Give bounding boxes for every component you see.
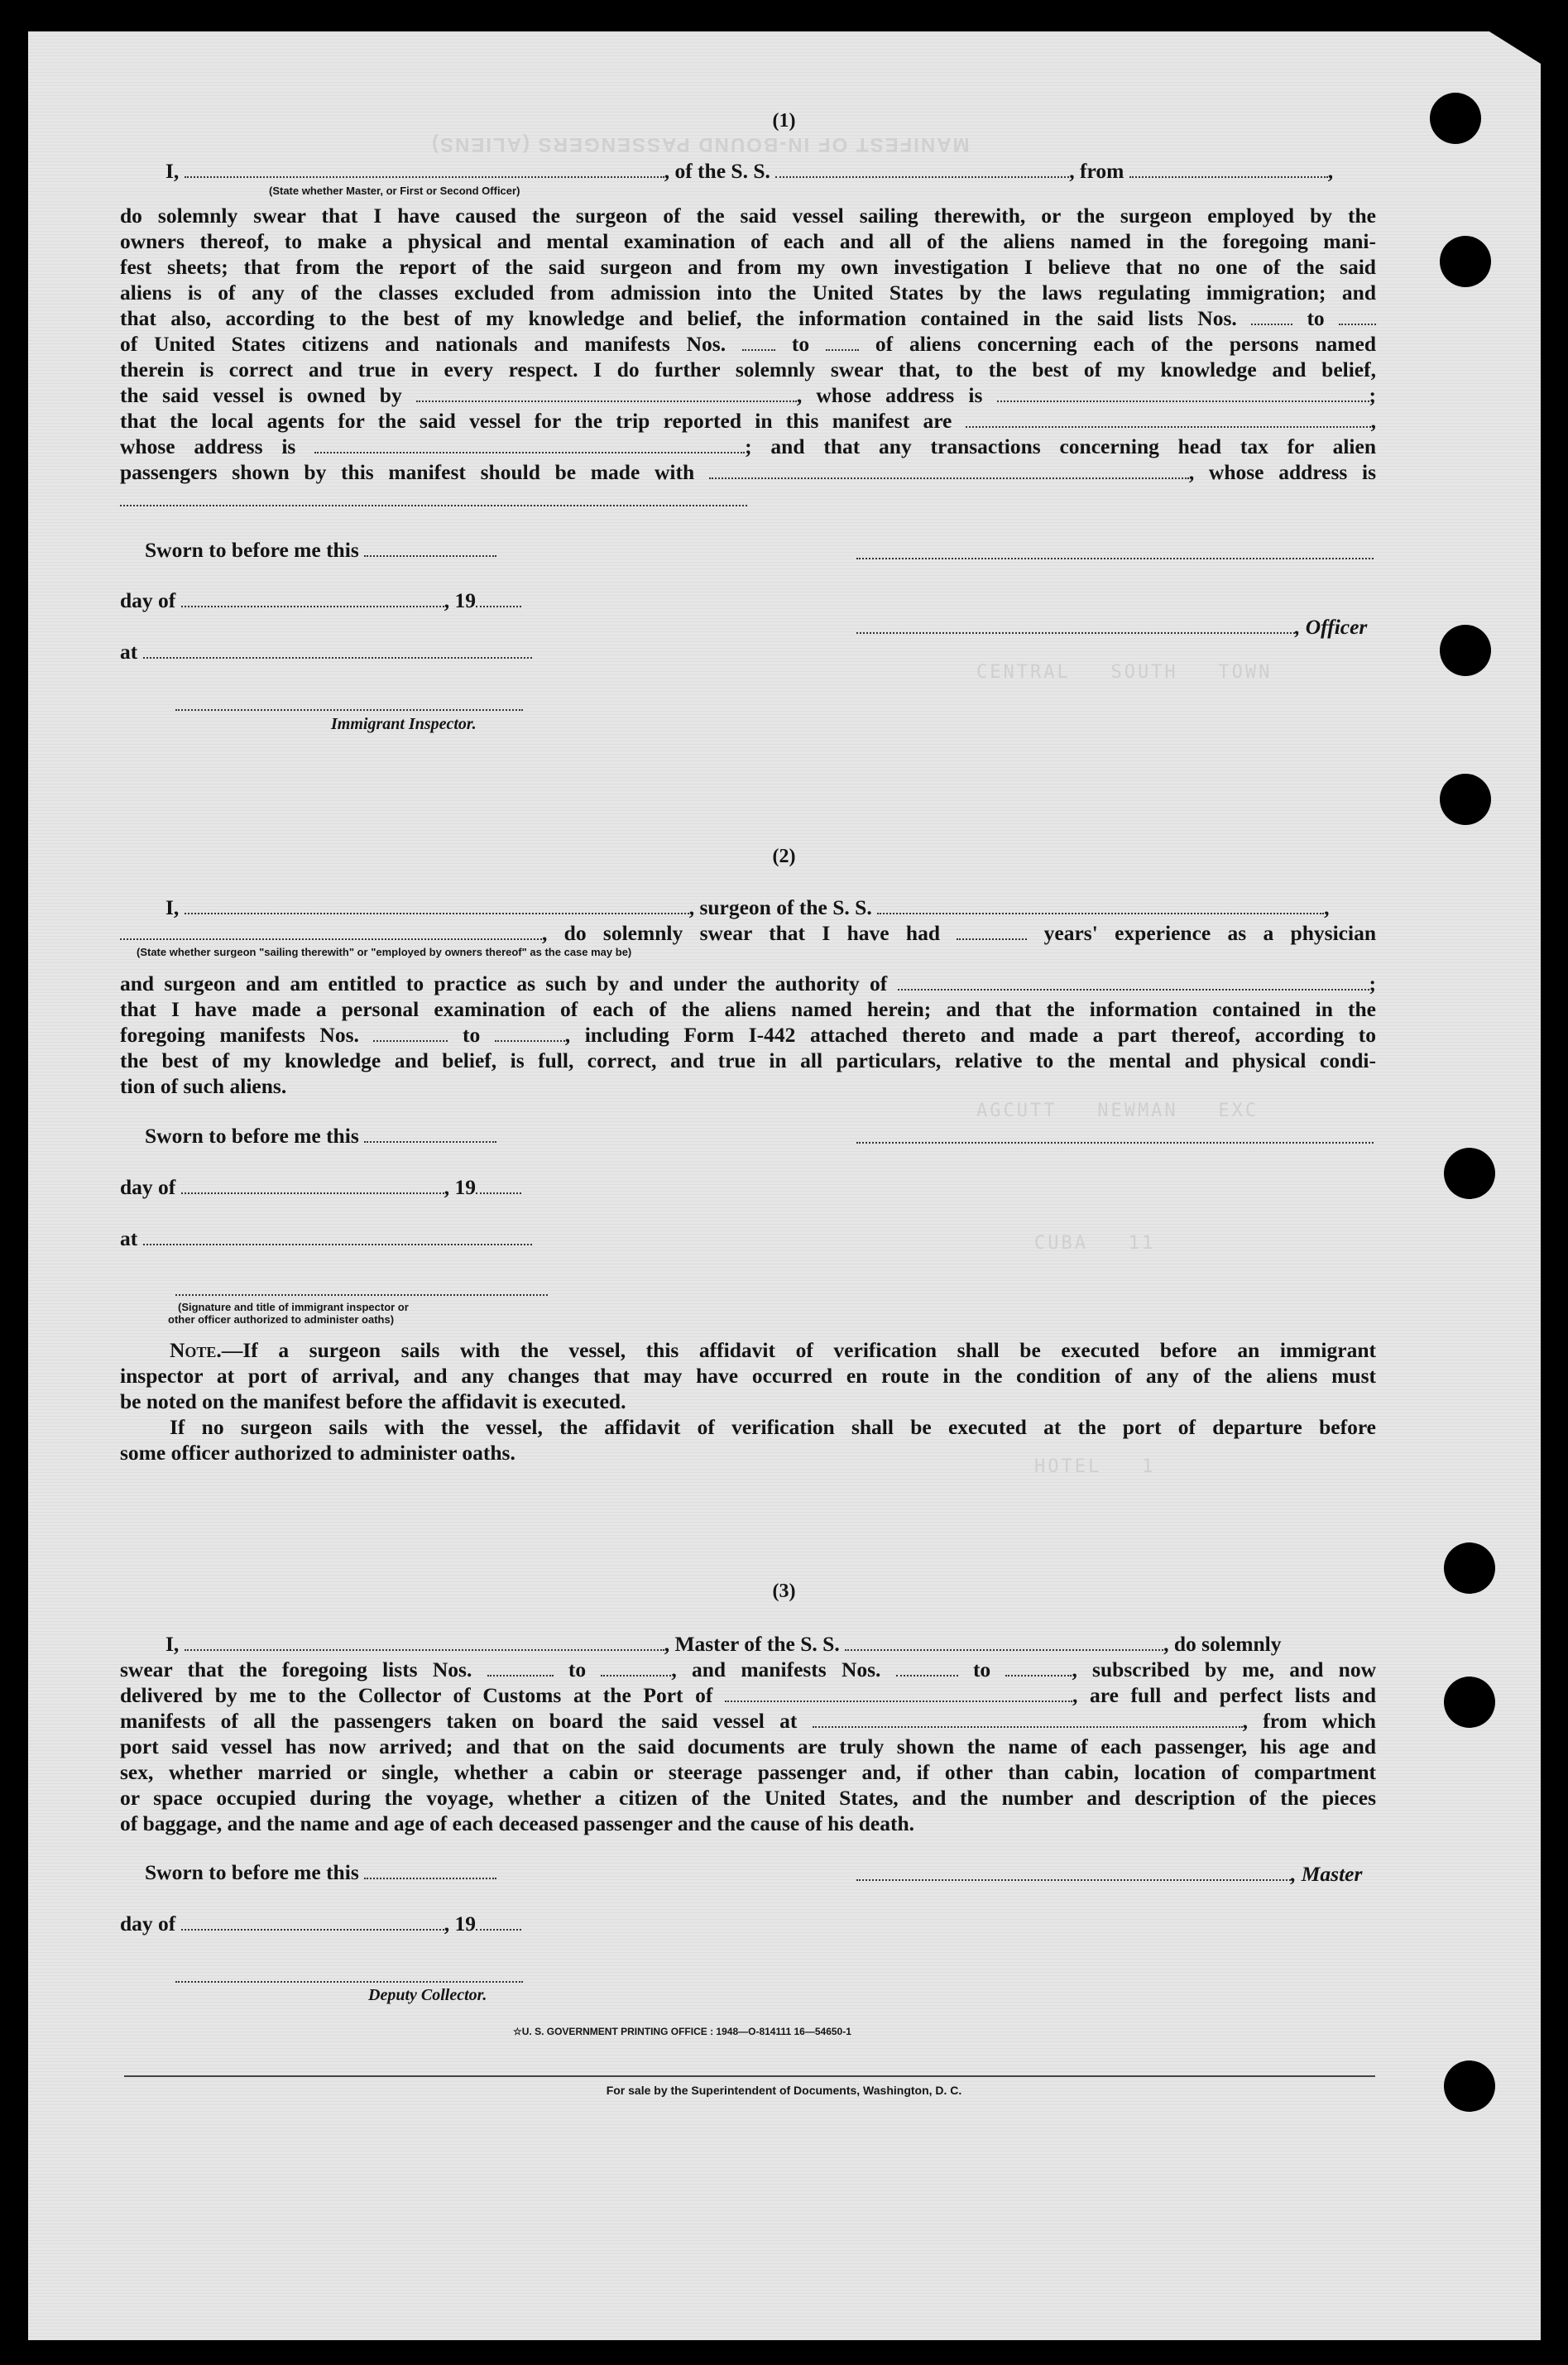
affidavit-line: I, , Master of the S. S. , do solemnly (165, 1632, 1282, 1656)
signature-line[interactable] (175, 1979, 523, 1983)
note-paragraph: some officer authorized to administer oaths. (120, 1441, 515, 1465)
affidavit-line: of United States citizens and nationals and manifests Nos. to of aliens concerning each of the persons named (120, 332, 1377, 356)
affidavit-line: that the local agents for the said vessel for the trip reported in this manifest are , (120, 409, 1377, 433)
field-note: (State whether Master, or First or Second Officer) (269, 185, 520, 197)
at-label: at (120, 1226, 532, 1251)
affidavit-line: tion of such aliens. (120, 1074, 287, 1098)
affidavit-line: the said vessel is owned by , whose address is ; (120, 383, 1377, 407)
section-number: (3) (772, 1581, 796, 1602)
collector-caption: Deputy Collector. (368, 1986, 487, 2004)
bleed-through-text: CUBA 11 (1034, 1233, 1156, 1254)
section-number: (2) (772, 846, 796, 867)
signature-line[interactable] (120, 503, 747, 506)
sworn-label: Sworn to before me this (145, 1860, 496, 1885)
affidavit-line: swear that the foregoing lists Nos. to , and manifests Nos. to , subscribed by me, and now (120, 1657, 1376, 1681)
affidavit-line: do solemnly swear that I have caused the surgeon of the said vessel sailing therewith, or the surgeon employed by the (120, 204, 1376, 228)
signature-line[interactable] (856, 556, 1374, 559)
footer-rule (124, 2075, 1375, 2077)
field-note: (State whether surgeon "sailing therewith" or "employed by owners thereof" as the case may be) (137, 946, 632, 958)
affidavit-line: delivered by me to the Collector of Customs at the Port of , are full and perfect lists and (120, 1683, 1377, 1707)
punch-hole (1440, 625, 1491, 676)
sale-notice: For sale by the Superintendent of Documents, Washington, D. C. (606, 2084, 962, 2097)
note-paragraph: If no surgeon sails with the vessel, the affidavit of verification shall be executed at the port of departure before (170, 1415, 1376, 1439)
note-paragraph: be noted on the manifest before the affidavit is executed. (120, 1389, 626, 1413)
signature-line[interactable] (856, 1140, 1374, 1144)
affidavit-line: , do solemnly swear that I have had years' experience as a physician (120, 921, 1376, 946)
affidavit-line: of baggage, and the name and age of each deceased passenger and the cause of his death. (120, 1811, 915, 1835)
officer-signature: , Officer (856, 615, 1367, 640)
affidavit-line: aliens is of any of the classes excluded from admission into the United States by the laws regulating immigration; and (120, 281, 1376, 305)
affidavit-line: port said vessel has now arrived; and that on the said documents are truly shown the name of each passenger, his age and (120, 1734, 1376, 1758)
sworn-label: Sworn to before me this (145, 538, 496, 563)
day-of-label: day of , 19 (120, 1912, 521, 1936)
affidavit-line: or space occupied during the voyage, whether a citizen of the United States, and the number and description of the pieces (120, 1786, 1376, 1810)
affidavit-line: manifests of all the passengers taken on board the said vessel at , from which (120, 1709, 1376, 1733)
printing-office-imprint: ☆U. S. GOVERNMENT PRINTING OFFICE : 1948—O-814111 16—54650-1 (513, 2026, 851, 2037)
affidavit-line: that also, according to the best of my knowledge and belief, the information contained in the said lists Nos. to (120, 306, 1376, 331)
affidavit-line: fest sheets; that from the report of the said surgeon and from my own investigation I believe that no one of the said (120, 255, 1376, 279)
signature-line[interactable] (175, 708, 523, 711)
affidavit-line: passengers shown by this manifest should be made with , whose address is (120, 460, 1377, 484)
bleed-through-text: HOTEL 1 (1034, 1456, 1156, 1477)
affidavit-line: and surgeon and am entitled to practice as such by and under the authority of ; (120, 971, 1376, 995)
affidavit-line: therein is correct and true in every respect. I do further solemnly swear that, to the best of my knowledge and belief, (120, 357, 1376, 381)
punch-hole (1440, 774, 1491, 825)
signature-caption: (Signature and title of immigrant inspector or (178, 1301, 409, 1313)
punch-hole (1440, 236, 1491, 287)
section-number: (1) (772, 110, 796, 132)
sworn-label: Sworn to before me this (145, 1124, 496, 1149)
signature-line[interactable] (175, 1293, 548, 1296)
bleed-through-text: CENTRAL SOUTH TOWN (976, 662, 1273, 683)
bleed-through-header: MANIFEST OF IN-BOUND PASSENGERS (ALIENS) (430, 133, 970, 156)
affidavit-line: owners thereof, to make a physical and mental examination of each and all of the aliens named in the foregoing mani- (120, 229, 1376, 253)
affidavit-line: sex, whether married or single, whether a cabin or steerage passenger and, if other than cabin, location of compartment (120, 1760, 1376, 1784)
punch-hole (1444, 1148, 1495, 1199)
signature-caption: other officer authorized to administer oaths) (168, 1313, 395, 1326)
day-of-label: day of , 19 (120, 1175, 521, 1200)
inspector-caption: Immigrant Inspector. (331, 715, 477, 733)
master-signature: , Master (856, 1862, 1362, 1887)
affidavit-line: foregoing manifests Nos. to , including Form I-442 attached thereto and made a part thereof, according to (120, 1023, 1376, 1047)
note-paragraph: Note.—If a surgeon sails with the vessel, this affidavit of verification shall be executed before an immigrant (170, 1338, 1376, 1362)
day-of-label: day of , 19 (120, 588, 521, 613)
affidavit-line: I, , of the S. S. , from , (165, 159, 1334, 183)
bleed-through-text: AGCUTT NEWMAN EXC (976, 1101, 1259, 1121)
at-label: at (120, 640, 532, 664)
affidavit-line: the best of my knowledge and belief, is full, correct, and true in all particulars, relative to the mental and physical condi- (120, 1048, 1376, 1072)
affidavit-line: that I have made a personal examination of each of the aliens named herein; and that the information contained in the (120, 997, 1376, 1021)
punch-hole (1444, 1677, 1495, 1728)
affidavit-line: whose address is ; and that any transactions concerning head tax for alien (120, 434, 1376, 458)
note-paragraph: inspector at port of arrival, and any changes that may have occurred en route in the condition of any of the aliens must (120, 1364, 1376, 1388)
affidavit-line: I, , surgeon of the S. S. , (165, 895, 1330, 919)
